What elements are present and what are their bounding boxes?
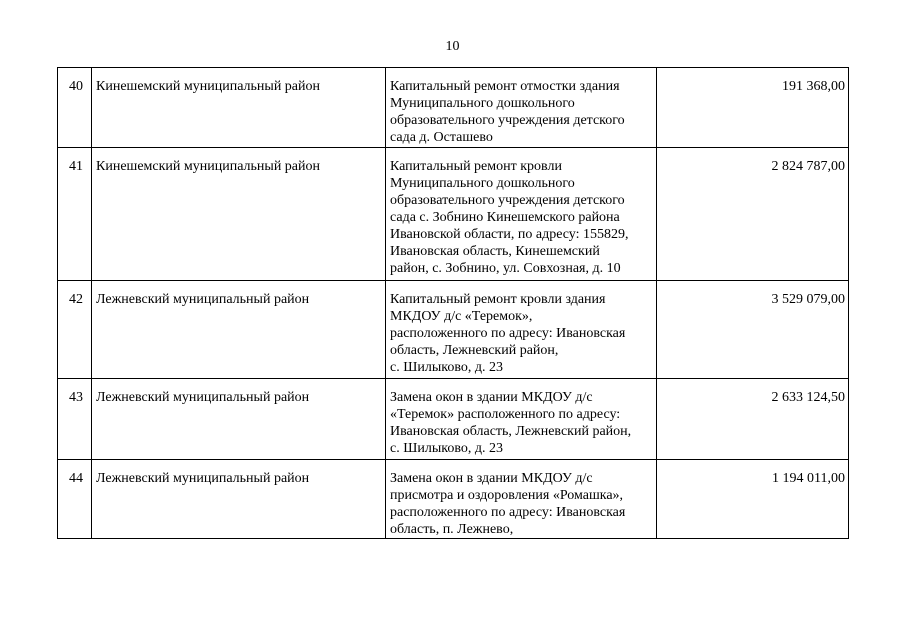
row-number: 41 [58,148,92,281]
description-line: Капитальный ремонт отмостки здания [390,79,620,94]
description-line: Замена окон в здании МКДОУ д/с [390,471,593,486]
description-line: с. Шилыково, д. 23 [390,441,503,456]
project-description [386,68,657,148]
description-line: сада с. Зобнино Кинешемского района [390,210,620,225]
table-row [58,281,849,379]
description-line: «Теремок» расположенного по адресу: [390,407,621,422]
description-line: область, п. Лежнево, [390,522,514,537]
row-number: 44 [58,460,92,539]
table-row [58,460,849,539]
description-line: расположенного по адресу: Ивановская [390,326,626,341]
description-line: с. Шилыково, д. 23 [390,360,503,375]
district-name: Лежневский муниципальный район [92,379,386,460]
table-row [58,148,849,281]
description-line: Ивановская область, Лежневский район, [390,424,632,439]
description-line: Ивановская область, Кинешемский [390,244,600,259]
page-number: 10 [445,39,460,54]
description-line: Капитальный ремонт кровли здания [390,292,606,307]
description-line: образовательного учреждения детского [390,113,625,128]
description-line: МКДОУ д/с «Теремок», [390,309,533,324]
amount: 2 633 124,50 [657,379,849,460]
amount: 3 529 079,00 [657,281,849,379]
description-line: образовательного учреждения детского [390,193,625,208]
district-name: Лежневский муниципальный район [92,460,386,539]
project-description [386,379,657,460]
project-description [386,148,657,281]
description-line: расположенного по адресу: Ивановская [390,505,626,520]
table-row [58,68,849,148]
description-line: присмотра и оздоровления «Ромашка», [390,488,624,503]
description-line: область, Лежневский район, [390,343,559,358]
district-name: Кинешемский муниципальный район [92,68,386,148]
table-body [58,68,849,539]
district-name: Кинешемский муниципальный район [92,148,386,281]
table-row [58,379,849,460]
district-name: Лежневский муниципальный район [92,281,386,379]
description-line: Муниципального дошкольного [390,96,575,111]
project-description [386,281,657,379]
amount: 191 368,00 [657,68,849,148]
funding-table [57,67,849,539]
description-line: Капитальный ремонт кровли [390,159,562,174]
row-number: 42 [58,281,92,379]
project-description [386,460,657,539]
description-line: сада д. Осташево [390,130,493,145]
description-line: Муниципального дошкольного [390,176,575,191]
description-line: Замена окон в здании МКДОУ д/с [390,390,593,405]
description-line: Ивановской области, по адресу: 155829, [390,227,629,242]
amount: 1 194 011,00 [657,460,849,539]
row-number: 40 [58,68,92,148]
row-number: 43 [58,379,92,460]
description-line: район, с. Зобнино, ул. Совхозная, д. 10 [390,261,621,276]
amount: 2 824 787,00 [657,148,849,281]
